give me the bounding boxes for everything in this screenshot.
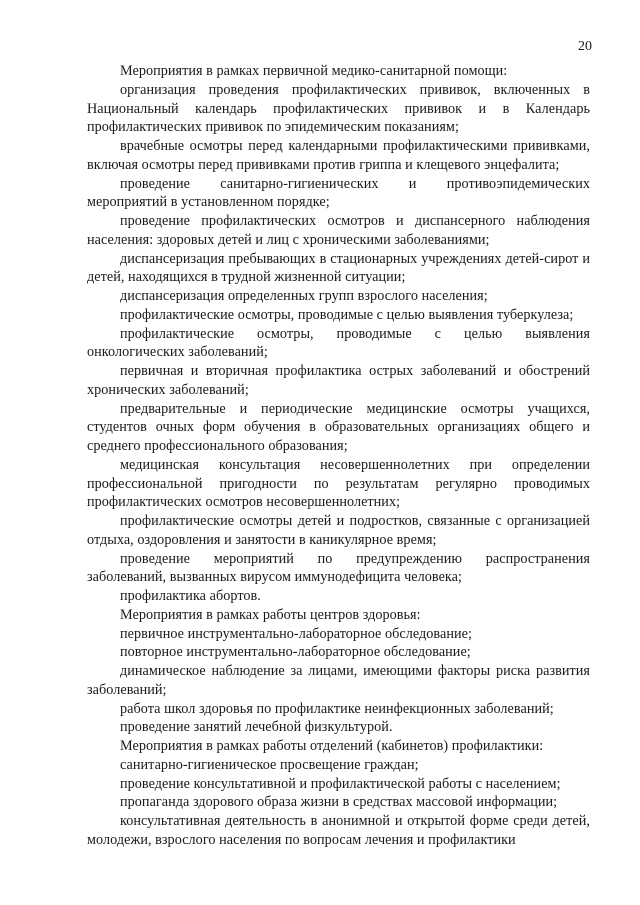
list-item: профилактические осмотры детей и подростков, связанные с организацией отдыха, оздоровления и занятости в каникулярное время; <box>87 513 590 548</box>
list-item: организация проведения профилактических прививок, включенных в Национальный календарь профилактических прививок и в Календарь профилактических прививок по эпидемическим показаниям; <box>87 81 590 136</box>
list-item: проведение профилактических осмотров и диспансерного наблюдения населения: здоровых детей и лиц с хроническими заболеваниями; <box>87 213 590 248</box>
section-heading-primary-care: Мероприятия в рамках первичной медико-санитарной помощи: <box>120 63 508 79</box>
list-item: консультативная деятельность в анонимной и открытой форме среди детей, молодежи, взрослого населения по вопросам лечения и профилактики <box>87 813 590 848</box>
list-item: медицинская консультация несовершеннолетних при определении профессиональной пригодности по результатам регулярно проводимых профилактических осмотров несовершеннолетних; <box>87 456 590 511</box>
list-item: врачебные осмотры перед календарными профилактическими прививками, включая осмотры перед прививками против гриппа и клещевого энцефалита; <box>87 138 590 173</box>
list-item: проведение санитарно-гигиенических и противоэпидемических мероприятий в установленном порядке; <box>87 175 590 211</box>
list-item: диспансеризация пребывающих в стационарных учреждениях детей-сирот и детей, находящихся в трудной жизненной ситуации; <box>87 250 590 286</box>
page-number: 20 <box>578 39 592 54</box>
list-item: профилактические осмотры, проводимые с целью выявления туберкулеза; <box>120 306 574 323</box>
list-item: первичная и вторичная профилактика острых заболеваний и обострений хронических заболеваний; <box>87 363 590 398</box>
list-item: диспансеризация определенных групп взрослого населения; <box>120 288 488 304</box>
list-item: динамическое наблюдение за лицами, имеющими факторы риска развития заболеваний; <box>87 663 590 698</box>
list-item: проведение занятий лечебной физкультурой. <box>120 719 393 736</box>
list-item: профилактические осмотры, проводимые с целью выявления онкологических заболеваний; <box>87 325 590 361</box>
list-item: пропаганда здорового образа жизни в средствах массовой информации; <box>120 794 558 811</box>
list-item: санитарно-гигиеническое просвещение граждан; <box>120 756 419 773</box>
list-item: первичное инструментально-лабораторное обследование; <box>120 625 472 642</box>
list-item: повторное инструментально-лабораторное обследование; <box>120 644 471 661</box>
document-body <box>87 62 590 850</box>
section-heading-health-centers: Мероприятия в рамках работы центров здоровья: <box>120 606 421 623</box>
list-item: работа школ здоровья по профилактике неинфекционных заболеваний; <box>120 700 554 717</box>
list-item: проведение мероприятий по предупреждению распространения заболеваний, вызванных вирусом иммунодефицита человека; <box>87 550 590 586</box>
list-item: проведение консультативной и профилактической работы с населением; <box>120 775 561 792</box>
list-item: профилактика абортов. <box>120 588 261 604</box>
section-heading-prevention-offices: Мероприятия в рамках работы отделений (кабинетов) профилактики: <box>120 738 544 754</box>
list-item: предварительные и периодические медицинские осмотры учащихся, студентов очных форм обучения в образовательных организациях общего и среднего профессионального образования; <box>87 400 590 454</box>
